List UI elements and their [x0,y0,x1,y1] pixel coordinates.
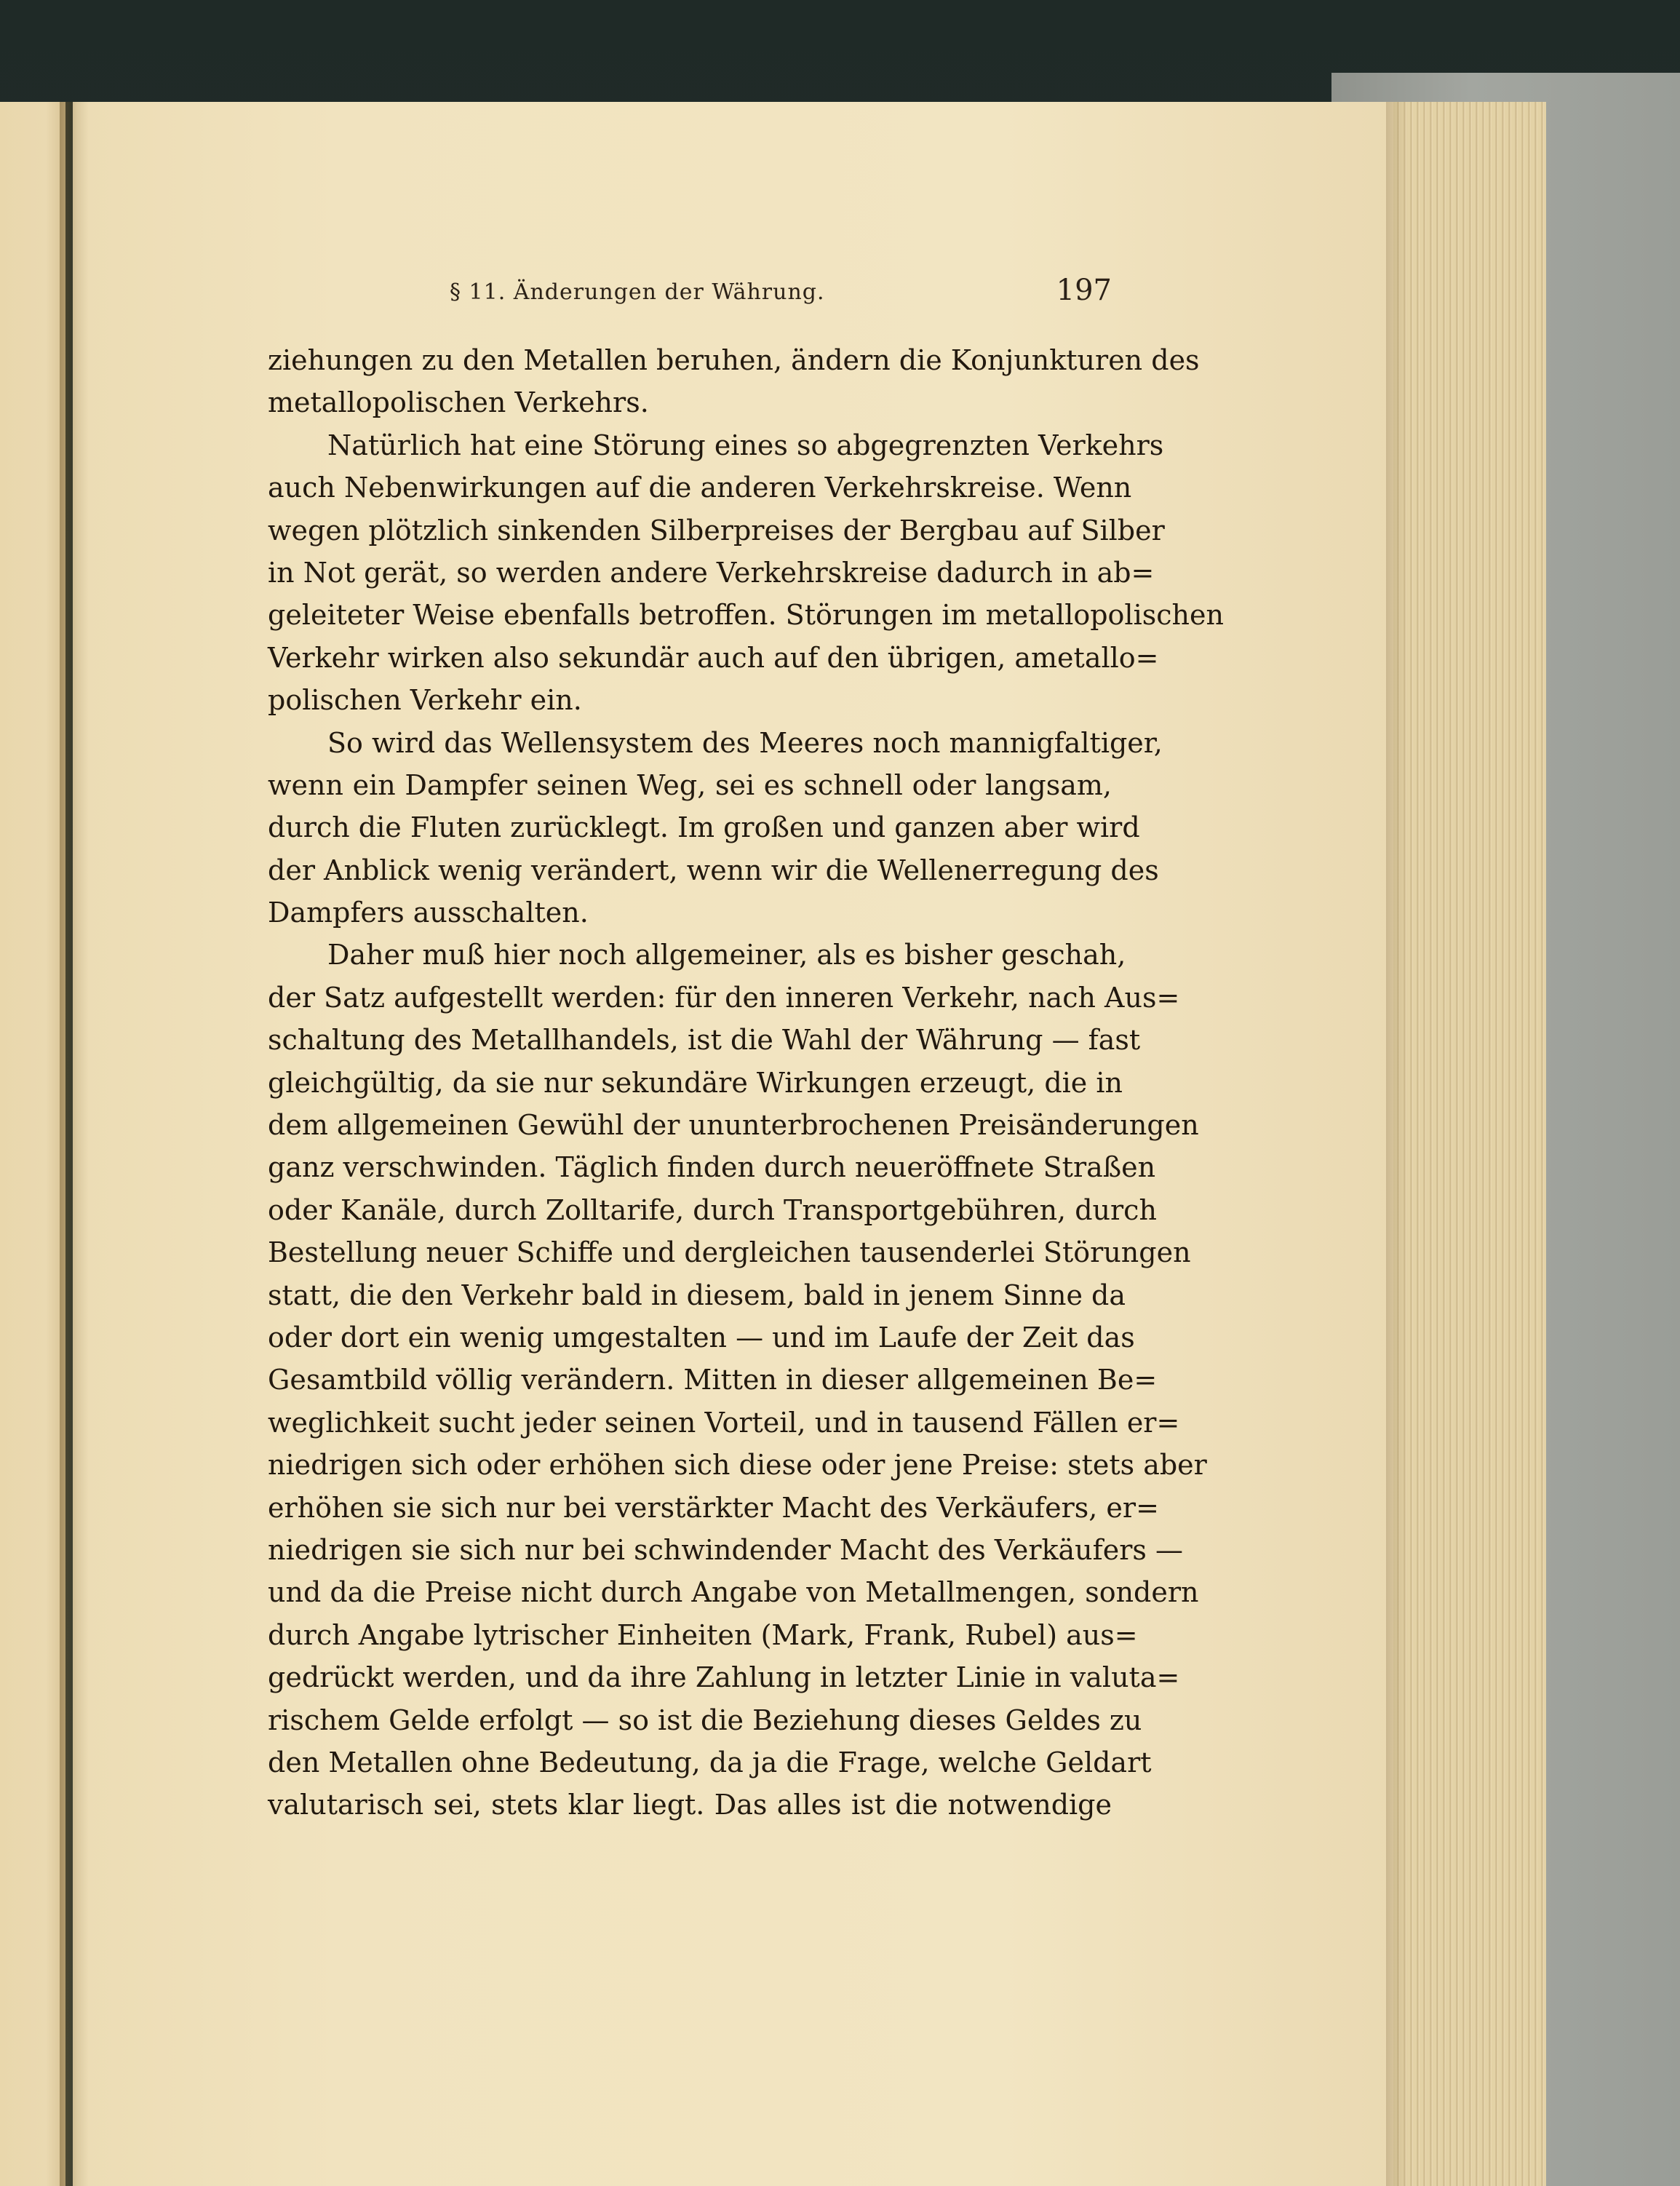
text-line: oder dort ein wenig umgestalten — und im Laufe der Zeit das [268,1321,1135,1354]
text-line: niedrigen sie sich nur bei schwindender Macht des Verkäufers — [268,1533,1183,1566]
page-edges-shadow [1386,102,1408,2186]
text-line: wenn ein Dampfer seinen Weg, sei es schnell oder langsam, [268,768,1112,801]
text-line: Verkehr wirken also sekundär auch auf den übrigen, ametallo= [268,641,1159,674]
text-line: und da die Preise nicht durch Angabe von Metallmengen, sondern [268,1576,1199,1609]
text-line: Natürlich hat eine Störung eines so abgegrenzten Verkehrs [327,429,1164,461]
text-line: ziehungen zu den Metallen beruhen, ändern die Konjunkturen des [268,344,1200,376]
text-line: gleichgültig, da sie nur sekundäre Wirkungen erzeugt, die in [268,1066,1123,1099]
text-line: durch Angabe lytrischer Einheiten (Mark, Frank, Rubel) aus= [268,1618,1138,1651]
text-line: erhöhen sie sich nur bei verstärkter Macht des Verkäufers, er= [268,1491,1159,1524]
text-line: den Metallen ohne Bedeutung, da ja die Frage, welche Geldart [268,1746,1152,1778]
text-line: Dampfers ausschalten. [268,897,589,929]
text-line: statt, die den Verkehr bald in diesem, bald in jenem Sinne da [268,1279,1126,1311]
text-line: schaltung des Metallhandels, ist die Wahl der Währung — fast [268,1024,1141,1057]
text-line: der Anblick wenig verändert, wenn wir die Wellenerregung des [268,854,1159,886]
text-line: durch die Fluten zurücklegt. Im großen und ganzen aber wird [268,811,1140,844]
text-line: auch Nebenwirkungen auf die anderen Verkehrskreise. Wenn [268,472,1132,504]
text-line: wegen plötzlich sinkenden Silberpreises der Bergbau auf Silber [268,514,1165,546]
text-line: polischen Verkehr ein. [268,684,582,717]
text-line: der Satz aufgestellt werden: für den inneren Verkehr, nach Aus= [268,981,1180,1014]
text-line: Daher muß hier noch allgemeiner, als es bisher geschah, [327,939,1126,971]
text-line: geleiteter Weise ebenfalls betroffen. Störungen im metallopolischen [268,599,1224,632]
text-line: niedrigen sich oder erhöhen sich diese oder jene Preise: stets aber [268,1449,1207,1482]
text-line: dem allgemeinen Gewühl der ununterbrochenen Preisänderungen [268,1109,1199,1142]
gutter-shadow [60,102,89,2186]
running-header [268,274,1112,317]
previous-page-edge [0,102,65,2186]
text-line: oder Kanäle, durch Zolltarife, durch Transportgebühren, durch [268,1193,1157,1226]
text-line: weglichkeit sucht jeder seinen Vorteil, und in tausend Fällen er= [268,1406,1180,1439]
text-line: So wird das Wellensystem des Meeres noch mannigfaltiger, [327,726,1163,759]
text-line: rischem Gelde erfolgt — so ist die Beziehung dieses Geldes zu [268,1704,1142,1736]
text-line: Gesamtbild völlig verändern. Mitten in dieser allgemeinen Be= [268,1364,1158,1396]
text-line: in Not gerät, so werden andere Verkehrskreise dadurch in ab= [268,556,1155,589]
page-number: 197 [1056,274,1112,307]
body-text [268,339,1224,1827]
text-line: Bestellung neuer Schiffe und dergleichen tausenderlei Störungen [268,1236,1191,1269]
text-line: gedrückt werden, und da ihre Zahlung in letzter Linie in valuta= [268,1661,1180,1694]
text-line: ganz verschwinden. Täglich finden durch neueröffnete Straßen [268,1151,1156,1184]
page-edges [1393,102,1546,2186]
text-line: valutarisch sei, stets klar liegt. Das alles ist die notwendige [268,1789,1112,1821]
text-line: metallopolischen Verkehrs. [268,386,649,419]
running-title: § 11. Änderungen der Währung. [450,279,825,305]
